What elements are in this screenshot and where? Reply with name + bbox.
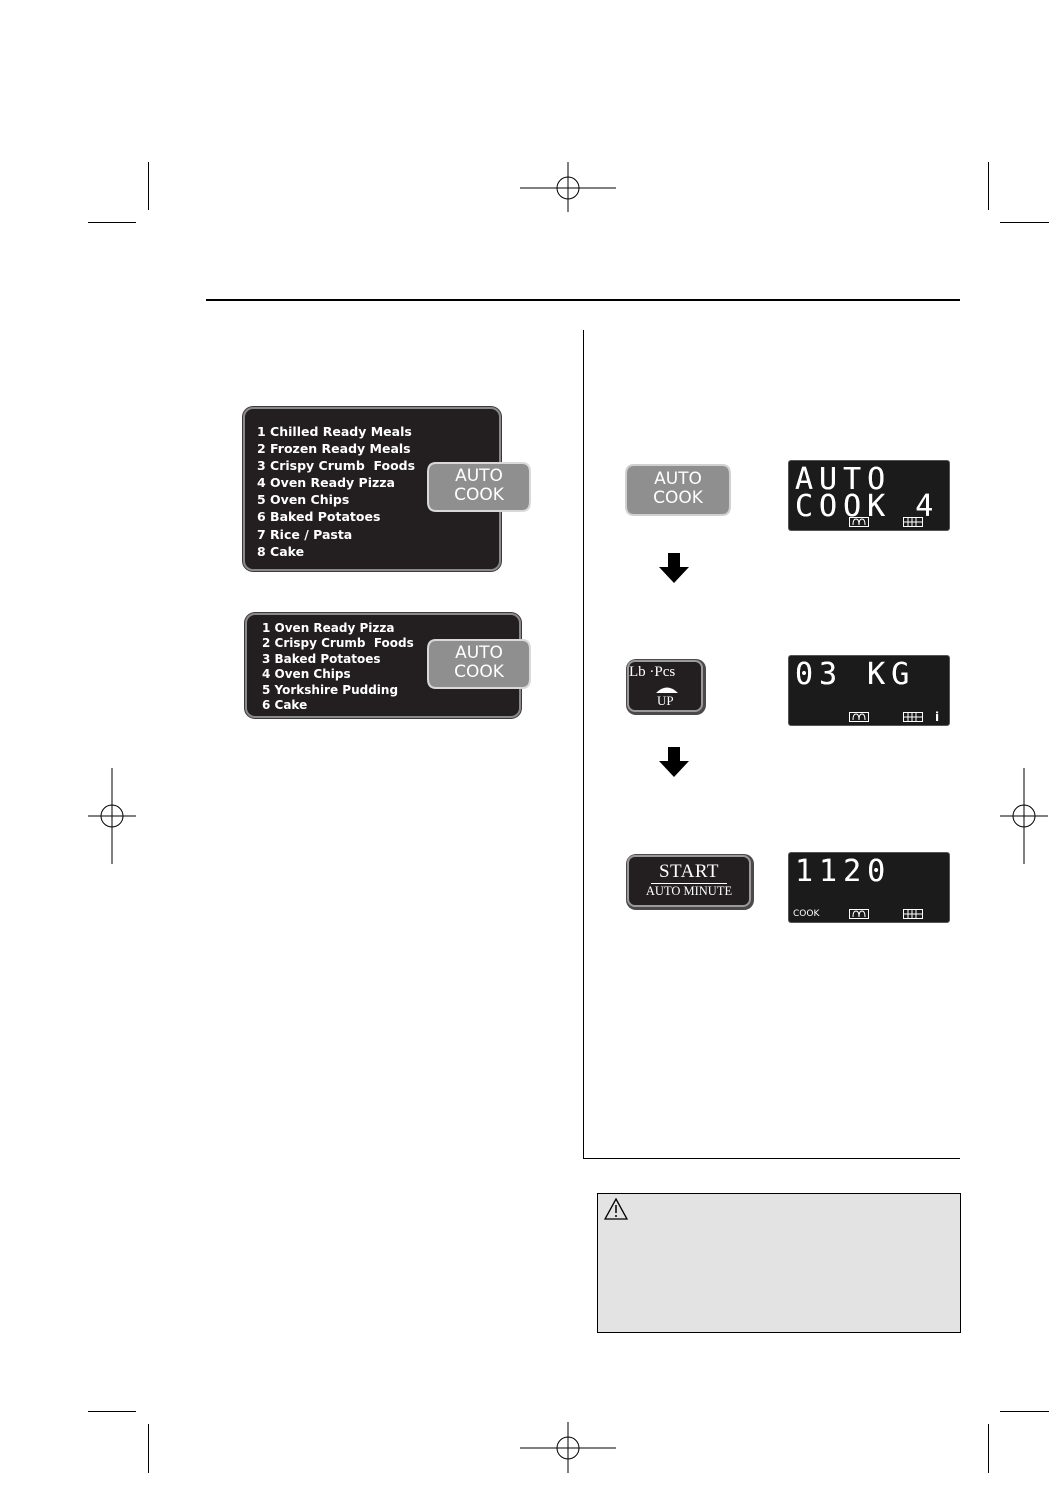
up-button-label: UP (657, 693, 674, 708)
crop-mark (1000, 1411, 1049, 1412)
menu-item: 8 Cake (257, 543, 305, 559)
menu-item: 3 Baked Potatoes (262, 651, 381, 666)
step3-lcd-display (788, 852, 950, 923)
auto-cook-label-2: COOK (653, 488, 703, 508)
grill-mode-icon (903, 712, 923, 722)
lcd-line-1: AUTO (795, 462, 892, 497)
menu-item: 6 Cake (262, 698, 308, 713)
caution-box (597, 1193, 961, 1333)
microwave-mode-icon (849, 909, 869, 919)
auto-cook-label-1: AUTO (455, 643, 503, 663)
auto-cook-label-2: COOK (454, 662, 504, 682)
start-button-label: START (658, 861, 719, 882)
arrow-down-icon (658, 747, 690, 779)
info-indicator-icon: i (935, 710, 940, 724)
crop-mark (1000, 222, 1049, 223)
crop-mark (988, 1424, 989, 1473)
crop-mark (148, 1424, 149, 1473)
start-button[interactable] (627, 855, 751, 907)
menu-item: 2 Frozen Ready Meals (257, 441, 411, 457)
auto-cook-button[interactable] (426, 637, 532, 691)
menu-item: 6 Baked Potatoes (257, 509, 381, 525)
menu-item: 1 Chilled Ready Meals (257, 424, 412, 439)
menu-item: 4 Oven Chips (262, 667, 351, 682)
auto-cook-label-1: AUTO (455, 466, 503, 486)
menu-item: 3 Crispy Crumb Foods (257, 458, 416, 474)
warning-triangle-icon (604, 1198, 628, 1220)
up-weight-button[interactable] (627, 660, 703, 712)
menu-item: 5 Oven Chips (257, 492, 350, 508)
lcd-status-text: COOK (793, 909, 820, 919)
auto-cook-menu-list (262, 621, 414, 713)
crop-mark (148, 162, 149, 210)
arrow-down-icon (658, 553, 690, 585)
step2-lcd-display (788, 655, 950, 726)
step1-auto-cook-button[interactable] (624, 462, 732, 518)
auto-cook-button[interactable] (426, 460, 532, 514)
lcd-line-1: 1120 (795, 854, 892, 889)
auto-cook-menu-list (257, 423, 415, 560)
step1-lcd-display (788, 460, 950, 531)
lcd-line-2: COOK 4 (795, 489, 940, 524)
grill-mode-icon (903, 517, 923, 527)
registration-mark-icon (520, 140, 616, 236)
column-divider (583, 330, 584, 1159)
registration-mark-icon (64, 768, 160, 864)
header-rule (206, 299, 960, 301)
registration-mark-icon (976, 768, 1049, 864)
menu-item: 7 Rice / Pasta (257, 526, 353, 542)
crop-mark (988, 162, 989, 210)
menu-item: 5 Yorkshire Pudding (262, 682, 399, 697)
microwave-mode-icon (849, 712, 869, 722)
crop-mark (88, 1411, 136, 1412)
column-bottom-rule (583, 1158, 960, 1159)
lcd-line-1: 03 KG (795, 657, 916, 692)
menu-item: 1 Oven Ready Pizza (262, 621, 395, 635)
up-button-units-label: Lb ·Pcs (629, 664, 676, 680)
registration-mark-icon (520, 1400, 616, 1496)
auto-cook-label-1: AUTO (654, 469, 702, 489)
microwave-mode-icon (849, 517, 869, 527)
menu-item: 4 Oven Ready Pizza (257, 475, 395, 491)
start-button-sublabel: AUTO MINUTE (645, 884, 733, 898)
grill-mode-icon (903, 909, 923, 919)
menu-item: 2 Crispy Crumb Foods (262, 636, 414, 651)
crop-mark (88, 222, 136, 223)
auto-cook-label-2: COOK (454, 485, 504, 505)
